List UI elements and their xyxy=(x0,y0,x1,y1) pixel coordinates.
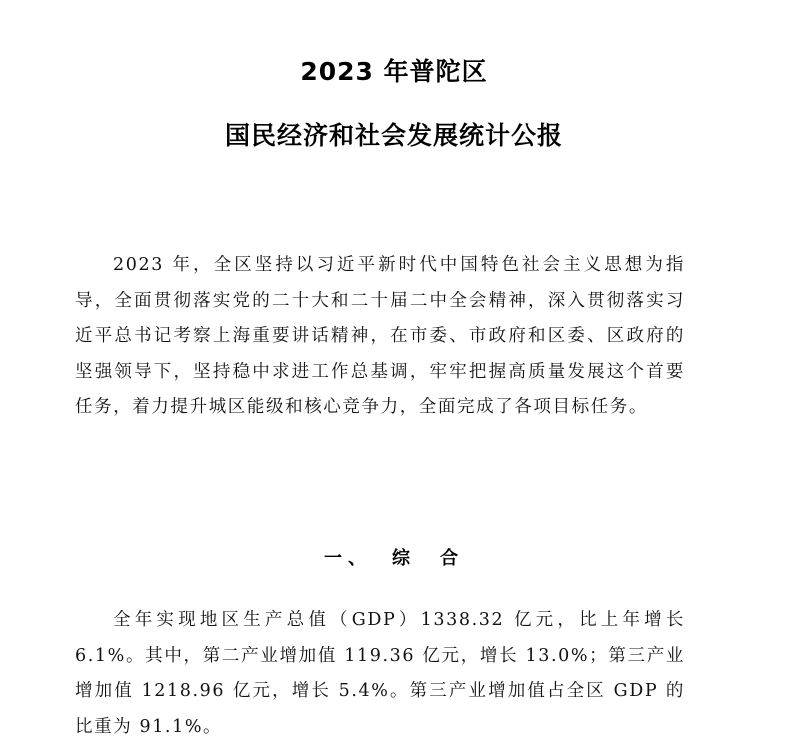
report-title-line2: 国民经济和社会发展统计公报 xyxy=(224,121,563,150)
report-title-line1: 2023 年普陀区 xyxy=(300,57,488,86)
section-number: 一、 xyxy=(324,548,372,569)
section-heading-1 xyxy=(0,544,788,570)
section-title: 综 合 xyxy=(392,548,464,569)
section1-paragraph: 全年实现地区生产总值（GDP）1338.32 亿元，比上年增长 6.1%。其中，第二产业增加值 119.36 亿元，增长 13.0%；第三产业增加值 1218.96 亿元，增长 5.4%。第三产业增加值占全区 GDP 的比重为 91.1%。 xyxy=(75,610,685,737)
intro-paragraph: 2023 年，全区坚持以习近平新时代中国特色社会主义思想为指导，全面贯彻落实党的二十大和二十届二中全会精神，深入贯彻落实习近平总书记考察上海重要讲话精神，在市委、市政府和区委、区政府的坚强领导下，坚持稳中求进工作总基调，牢牢把握高质量发展这个首要任务，着力提升城区能级和核心竞争力，全面完成了各项目标任务。 xyxy=(75,255,685,417)
